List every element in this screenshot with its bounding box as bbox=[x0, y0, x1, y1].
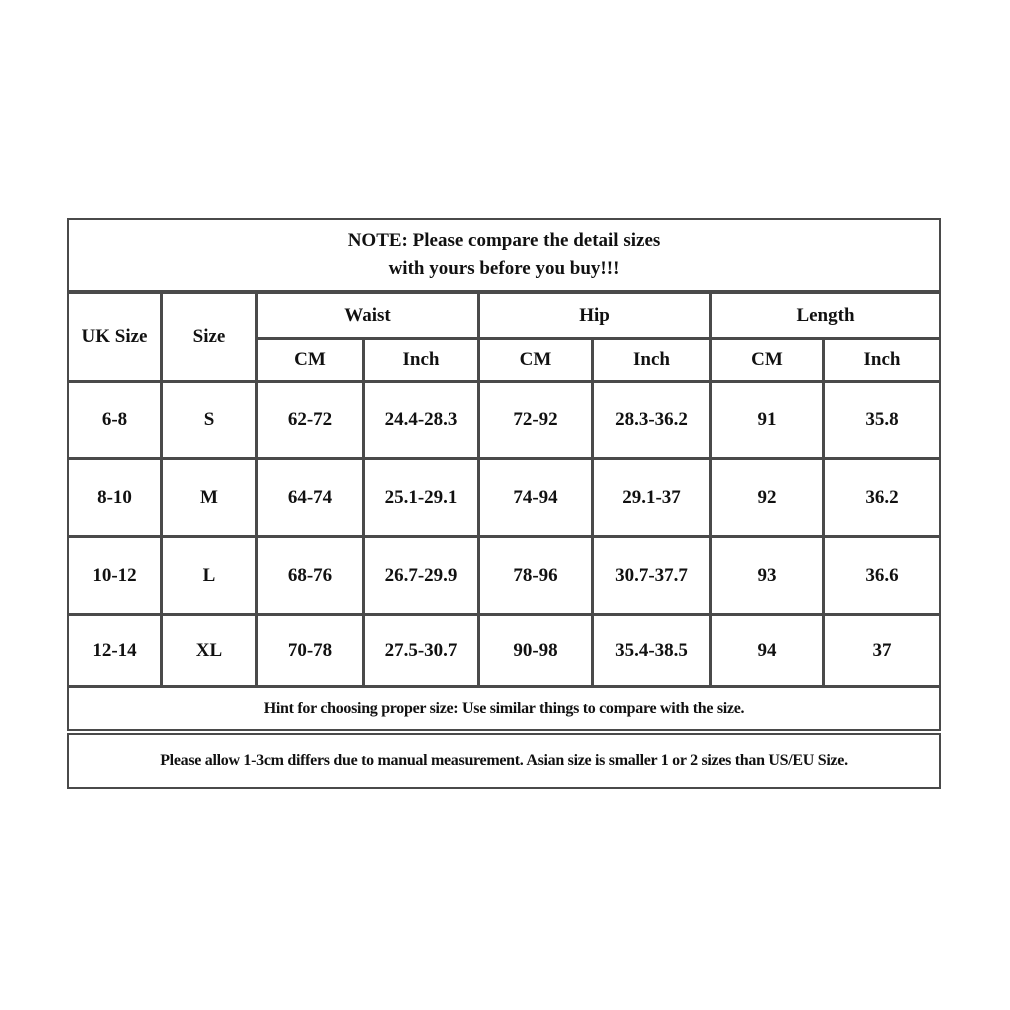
cell-hip-inch: 35.4-38.5 bbox=[592, 614, 711, 687]
header-waist-cm: CM bbox=[256, 338, 364, 382]
cell-waist-cm: 64-74 bbox=[256, 458, 364, 537]
cell-size: M bbox=[161, 458, 257, 537]
header-hip-inch: Inch bbox=[592, 338, 711, 382]
note-banner bbox=[67, 218, 941, 292]
cell-length-cm: 91 bbox=[710, 381, 824, 459]
header-waist: Waist bbox=[256, 292, 479, 339]
cell-size: S bbox=[161, 381, 257, 459]
header-hip-cm: CM bbox=[478, 338, 593, 382]
hint-row: Hint for choosing proper size: Use similar things to compare with the size. bbox=[67, 686, 941, 731]
header-uk-size: UK Size bbox=[67, 292, 162, 382]
header-hip: Hip bbox=[478, 292, 711, 339]
cell-waist-inch: 24.4-28.3 bbox=[363, 381, 479, 459]
cell-waist-inch: 25.1-29.1 bbox=[363, 458, 479, 537]
cell-hip-inch: 29.1-37 bbox=[592, 458, 711, 537]
cell-waist-inch: 26.7-29.9 bbox=[363, 536, 479, 615]
header-length-cm: CM bbox=[710, 338, 824, 382]
cell-hip-cm: 78-96 bbox=[478, 536, 593, 615]
cell-length-inch: 36.6 bbox=[823, 536, 941, 615]
header-length: Length bbox=[710, 292, 941, 339]
cell-hip-cm: 72-92 bbox=[478, 381, 593, 459]
cell-length-cm: 94 bbox=[710, 614, 824, 687]
cell-hip-inch: 28.3-36.2 bbox=[592, 381, 711, 459]
cell-length-inch: 37 bbox=[823, 614, 941, 687]
cell-waist-cm: 70-78 bbox=[256, 614, 364, 687]
cell-waist-inch: 27.5-30.7 bbox=[363, 614, 479, 687]
cell-uk-size: 12-14 bbox=[67, 614, 162, 687]
cell-uk-size: 8-10 bbox=[67, 458, 162, 537]
cell-length-cm: 93 bbox=[710, 536, 824, 615]
cell-length-cm: 92 bbox=[710, 458, 824, 537]
allowance-row: Please allow 1-3cm differs due to manual measurement. Asian size is smaller 1 or 2 sizes than US/EU Size. bbox=[67, 733, 941, 789]
header-waist-inch: Inch bbox=[363, 338, 479, 382]
header-length-inch: Inch bbox=[823, 338, 941, 382]
cell-waist-cm: 62-72 bbox=[256, 381, 364, 459]
header-size: Size bbox=[161, 292, 257, 382]
cell-waist-cm: 68-76 bbox=[256, 536, 364, 615]
note-line-2: with yours before you buy!!! bbox=[388, 258, 620, 279]
cell-size: L bbox=[161, 536, 257, 615]
cell-hip-inch: 30.7-37.7 bbox=[592, 536, 711, 615]
cell-hip-cm: 74-94 bbox=[478, 458, 593, 537]
cell-hip-cm: 90-98 bbox=[478, 614, 593, 687]
cell-uk-size: 10-12 bbox=[67, 536, 162, 615]
cell-length-inch: 36.2 bbox=[823, 458, 941, 537]
cell-size: XL bbox=[161, 614, 257, 687]
note-line-1: NOTE: Please compare the detail sizes bbox=[347, 230, 661, 251]
cell-length-inch: 35.8 bbox=[823, 381, 941, 459]
cell-uk-size: 6-8 bbox=[67, 381, 162, 459]
